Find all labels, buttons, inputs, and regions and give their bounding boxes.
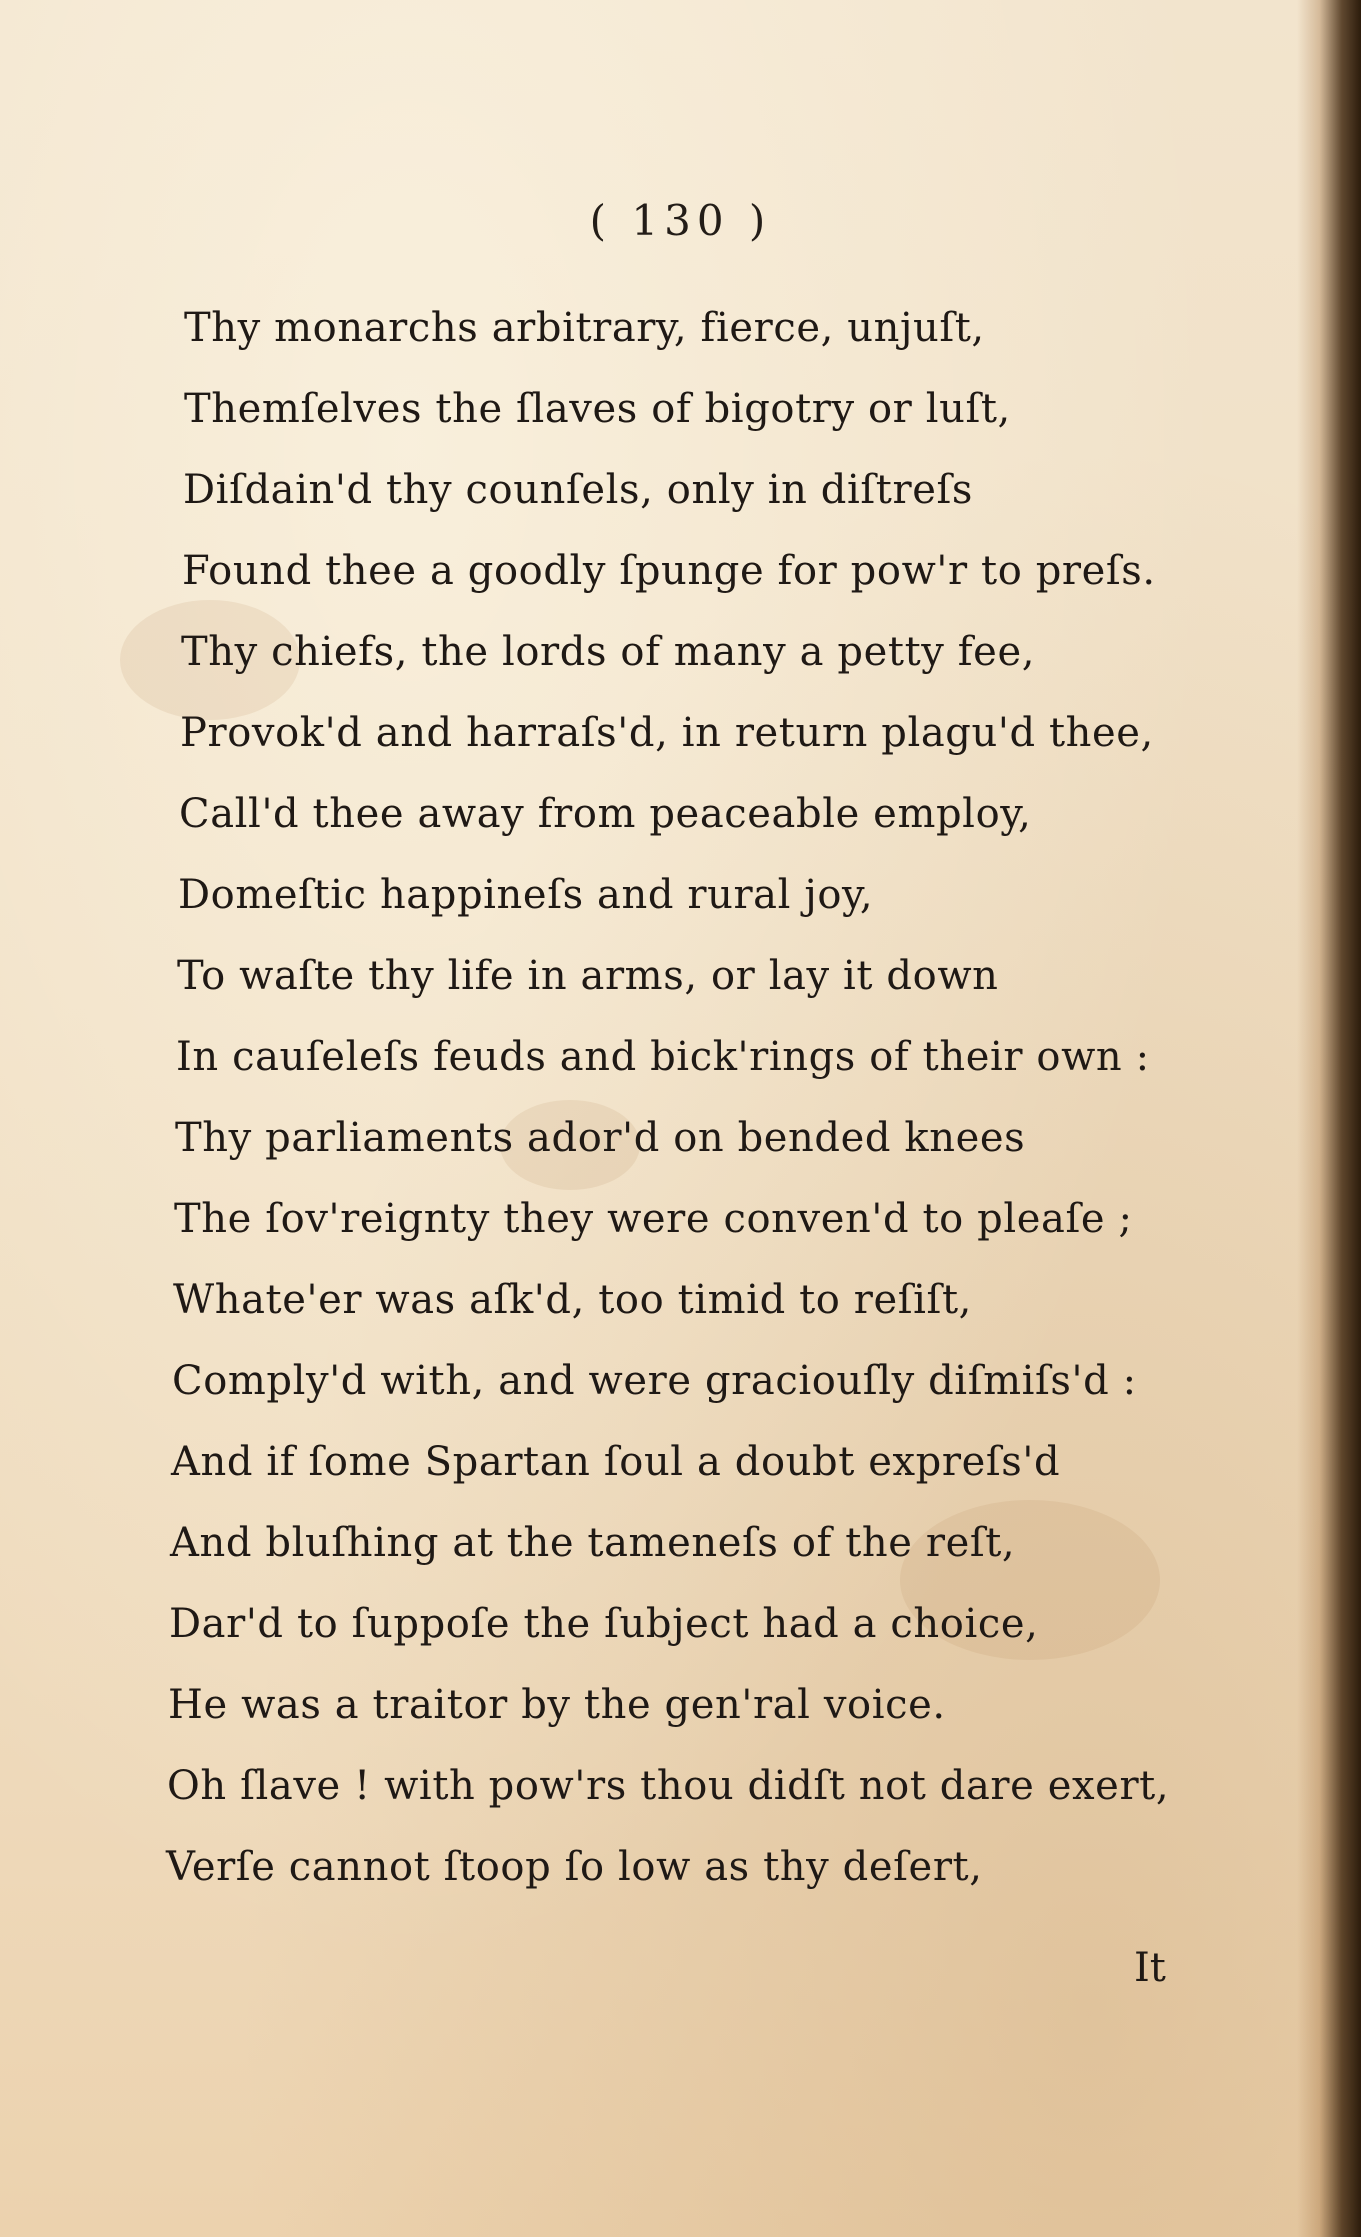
verse-line: Thy chiefs, the lords of many a petty fee, [181,629,1036,675]
verse-line: Provok'd and harraſs'd, in return plagu'd thee, [180,710,1154,756]
verse-line: And if ſome Spartan ſoul a doubt expreſs'd [171,1439,1061,1485]
verse-line: Themſelves the ſlaves of bigotry or luſt, [184,386,1011,432]
verse-line: Thy parliaments ador'd on bended knees [175,1115,1026,1161]
verse-line: Call'd thee away from peaceable employ, [179,791,1032,837]
verse-line: The ſov'reignty they were conven'd to pleaſe ; [174,1196,1133,1242]
verse-line: Found thee a goodly ſpunge for pow'r to preſs. [182,548,1156,594]
verse-line: He was a traitor by the gen'ral voice. [168,1682,946,1728]
verse-line: Domeſtic happineſs and rural joy, [178,872,874,918]
verse-line: Thy monarchs arbitrary, fierce, unjuſt, [184,305,985,351]
verse-line: Oh ſlave ! with pow'rs thou didſt not dare exert, [167,1763,1170,1809]
verse-line: Whate'er was aſk'd, too timid to reſiſt, [173,1277,972,1323]
verse-line: Diſdain'd thy counſels, only in diſtreſs [183,467,973,513]
verse-line: And bluſhing at the tameneſs of the reſt, [170,1520,1016,1566]
verse-line: In cauſeleſs feuds and bick'rings of their own : [176,1034,1150,1080]
catchword: It [1134,1945,1166,1991]
page-number-head: ( 130 ) [589,196,772,245]
verse-line: To waſte thy life in arms, or lay it down [177,953,999,999]
verse-line: Dar'd to ſuppoſe the ſubject had a choice, [169,1601,1039,1647]
verse-line: Verſe cannot ſtoop ſo low as thy deſert, [166,1844,983,1890]
binding-gutter [1297,0,1361,2237]
verse-line: Comply'd with, and were graciouſly diſmiſs'd : [172,1358,1137,1404]
